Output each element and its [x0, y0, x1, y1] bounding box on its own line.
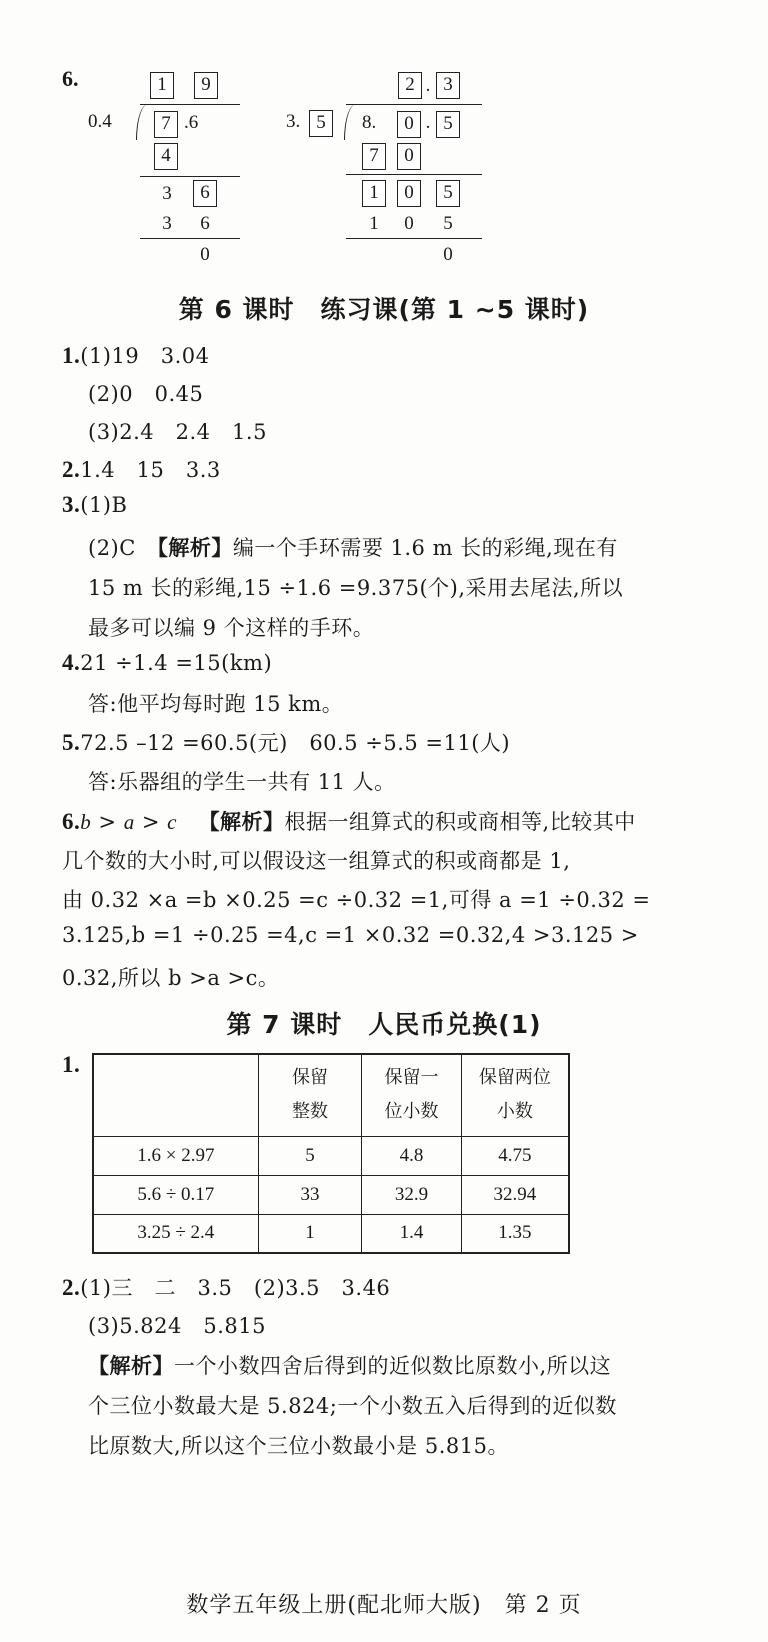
quotient-digit: 1	[150, 72, 174, 99]
question-number: 1.	[62, 343, 81, 368]
dividend-digit: .6	[184, 112, 199, 133]
gt-sign: >	[91, 810, 124, 834]
answer-line	[62, 340, 209, 370]
section-6-title: 第 6 课时 练习课(第 1 ~5 课时)	[178, 295, 590, 324]
table-cell: 5.6 ÷ 0.17	[93, 1175, 258, 1214]
answer-line	[62, 1272, 390, 1302]
table-header-cell: 保留 整数	[258, 1054, 362, 1136]
answer-text: 21 ÷1.4 =15(km)	[80, 651, 273, 675]
question-number: 2.	[62, 1275, 81, 1300]
table-header-row	[93, 1054, 569, 1136]
question-number: 5.	[62, 730, 81, 755]
step-line	[346, 238, 482, 239]
jiexi-label: 【解析】	[88, 1354, 174, 1378]
explanation-text: 根据一组算式的积或商相等,比较其中	[284, 810, 636, 834]
remainder: 0	[200, 244, 210, 265]
divisor-digit: 5	[309, 110, 333, 137]
dividend-digit: 0	[397, 111, 421, 138]
step-digit: 5	[443, 213, 453, 234]
question-number-line	[62, 1052, 80, 1078]
answer-text: (2)C	[88, 536, 158, 560]
dividend-point: .	[425, 112, 431, 133]
jiexi-label: 【解析】	[157, 536, 233, 560]
quotient-digit: 2	[398, 72, 422, 99]
remainder: 0	[443, 244, 453, 265]
answer-text: 1.4 15 3.3	[80, 458, 221, 482]
division-bar	[346, 104, 482, 105]
table-row	[93, 1136, 569, 1175]
table-row	[93, 1175, 569, 1214]
answer-line	[62, 806, 636, 836]
answer-line	[62, 454, 221, 484]
page-footer: 数学五年级上册(配北师大版) 第 2 页	[186, 1593, 582, 1618]
question-number: 3.	[62, 492, 81, 517]
explanation-text: 一个小数四舍后得到的近似数比原数小,所以这	[174, 1354, 612, 1378]
answer-line: 答:他平均每时跑 15 km。	[88, 692, 344, 716]
step-digit: 5	[436, 180, 460, 207]
explanation-line: 由 0.32 ×a =b ×0.25 =c ÷0.32 =1,可得 a =1 ÷0.32 =	[62, 888, 651, 912]
var-c: c	[167, 810, 177, 834]
table-cell: 5	[258, 1136, 362, 1175]
gt-sign: >	[134, 810, 168, 834]
step-line	[346, 174, 482, 175]
division-bracket	[344, 104, 356, 140]
question-number: 6.	[62, 809, 81, 834]
divisor-prefix: 3.	[286, 111, 301, 132]
table-row	[93, 1214, 569, 1253]
quotient-digit: 9	[194, 72, 218, 99]
quotient-point: .	[425, 75, 431, 96]
answer-text: (1)19 3.04	[80, 344, 210, 368]
explanation-text: 编一个手环需要 1.6 m 长的彩绳,现在有	[232, 536, 618, 560]
step-digit: 0	[397, 180, 421, 207]
step-line	[140, 238, 240, 239]
explanation-line: 几个数的大小时,可以假设这一组算式的积或商都是 1,	[62, 849, 571, 873]
table-cell: 3.25 ÷ 2.4	[93, 1214, 258, 1253]
step-line	[140, 176, 240, 177]
answer-text: (1)三 二 3.5 (2)3.5 3.46	[80, 1276, 391, 1300]
divisor: 0.4	[88, 111, 112, 132]
answer-line	[62, 650, 272, 676]
step-digit: 1	[362, 180, 386, 207]
step-digit: 3	[162, 183, 172, 204]
answer-text: (2)0 0.45	[88, 382, 204, 406]
table-header-cell: 保留两位 小数	[461, 1054, 569, 1136]
answer-line	[62, 727, 510, 757]
jiexi-label: 【解析】	[198, 810, 285, 834]
table-header-cell: 保留一 位小数	[362, 1054, 462, 1136]
dividend-digit: 7	[154, 111, 178, 138]
question-number: 1.	[62, 1052, 81, 1077]
answer-line	[62, 492, 127, 518]
explanation-line: 比原数大,所以这个三位小数最小是 5.815。	[88, 1434, 509, 1458]
answer-line: 答:乐器组的学生一共有 11 人。	[88, 770, 396, 794]
table-cell: 33	[258, 1175, 362, 1214]
table-cell: 4.75	[461, 1136, 569, 1175]
section-7-title: 第 7 课时 人民币兑换(1)	[226, 1010, 542, 1039]
answer-line: (3)5.824 5.815	[88, 1314, 266, 1338]
q6-number: 6.	[62, 66, 79, 91]
answer-text: 72.5 –12 =60.5(元) 60.5 ÷5.5 =11(人)	[80, 731, 511, 755]
var-b: b	[80, 810, 92, 834]
answer-line	[88, 378, 203, 408]
answer-line	[88, 532, 618, 562]
step-digit: 3	[162, 213, 172, 234]
answer-text: (3)2.4 2.4 1.5	[88, 420, 267, 444]
rounding-table	[92, 1053, 570, 1254]
explanation-line	[88, 1350, 611, 1380]
explanation-line: 个三位小数最大是 5.824;一个小数五入后得到的近似数	[88, 1394, 617, 1418]
step-digit: 0	[397, 143, 421, 170]
step-digit: 6	[193, 180, 217, 207]
table-cell: 4.8	[362, 1136, 462, 1175]
answer-line	[88, 416, 267, 446]
division-bracket	[136, 104, 148, 140]
var-a: a	[123, 810, 135, 834]
step-digit: 4	[154, 143, 178, 170]
table-cell: 32.94	[461, 1175, 569, 1214]
table-cell: 1.35	[461, 1214, 569, 1253]
step-digit: 0	[404, 213, 414, 234]
step-digit: 1	[369, 213, 379, 234]
table-cell: 1.6 × 2.97	[93, 1136, 258, 1175]
question-number: 4.	[62, 650, 81, 675]
question-number: 2.	[62, 457, 81, 482]
explanation-line: 15 m 长的彩绳,15 ÷1.6 =9.375(个),采用去尾法,所以	[88, 576, 624, 600]
table-cell: 1.4	[362, 1214, 462, 1253]
explanation-line: 0.32,所以 b >a >c。	[62, 966, 280, 990]
table-header-cell	[93, 1054, 258, 1136]
explanation-line: 最多可以编 9 个这样的手环。	[88, 616, 375, 640]
dividend-digit: 8.	[362, 112, 377, 133]
table-cell: 32.9	[362, 1175, 462, 1214]
table-cell: 1	[258, 1214, 362, 1253]
quotient-digit: 3	[436, 72, 460, 99]
explanation-line: 3.125,b =1 ÷0.25 =4,c =1 ×0.32 =0.32,4 >3.125 >	[62, 923, 639, 947]
dividend-digit: 5	[436, 111, 460, 138]
division-bar	[140, 104, 240, 105]
step-digit: 6	[200, 213, 210, 234]
answer-text: (1)B	[80, 493, 128, 517]
step-digit: 7	[362, 143, 386, 170]
